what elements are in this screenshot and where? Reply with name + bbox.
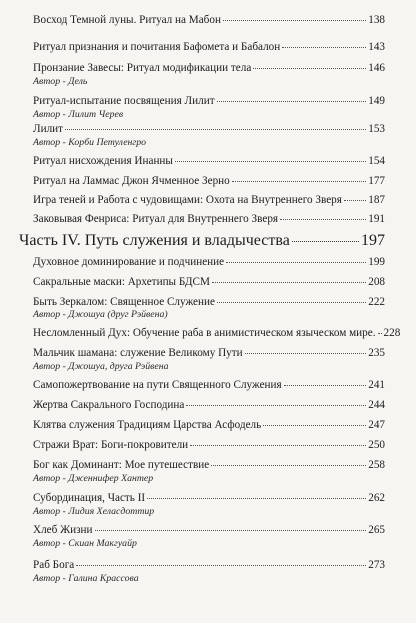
- page-number: 265: [368, 524, 385, 536]
- page-number: 235: [368, 347, 385, 359]
- toc-entry-title: Хлеб Жизни: [33, 524, 93, 536]
- dot-leader: [344, 200, 366, 201]
- dot-leader: [76, 565, 366, 566]
- toc-entry: [33, 492, 385, 505]
- toc-entry-title: Мальчик шамана: служение Великому Пути: [33, 347, 243, 359]
- toc-entry-author: Автор - Джошуа (друг Рэйвена): [33, 309, 168, 320]
- toc-entry-title: Субординация, Часть II: [33, 492, 146, 504]
- toc-entry-author: Автор - Дель: [33, 76, 88, 87]
- page-number: 262: [368, 492, 385, 504]
- toc-entry-author: Автор - Скиан Макгуайр: [33, 538, 137, 549]
- page-number: 247: [368, 419, 385, 431]
- toc-entry: [33, 175, 385, 188]
- toc-entry-title: Бог как Доминант: Мое путешествие: [33, 459, 210, 471]
- toc-entry: [33, 213, 385, 226]
- dot-leader: [211, 465, 366, 466]
- page-number: 154: [368, 155, 385, 167]
- dot-leader: [245, 353, 367, 354]
- toc-entry: [33, 95, 385, 108]
- toc-entry: [33, 123, 385, 136]
- dot-leader: [147, 498, 366, 499]
- page-number: 208: [368, 276, 385, 288]
- toc-entry: [33, 399, 385, 412]
- page-number: 191: [368, 213, 385, 225]
- page-number: 273: [368, 559, 385, 571]
- page-number: 244: [368, 399, 385, 411]
- dot-leader: [217, 101, 367, 102]
- toc-entry: [33, 41, 385, 54]
- toc-entry: [33, 379, 385, 392]
- page-number: 241: [368, 379, 385, 391]
- dot-leader: [284, 385, 367, 386]
- toc-entry: [33, 327, 401, 340]
- toc-entry-author: Автор - Лидия Хеласдоттир: [33, 506, 155, 517]
- toc-entry-title: Стражи Врат: Боги-покровители: [33, 439, 189, 451]
- toc-entry-title: Восход Темной луны. Ритуал на Мабон: [33, 14, 221, 26]
- toc-entry: [33, 559, 385, 572]
- dot-leader: [280, 219, 366, 220]
- toc-entry-author: Автор - Дженнифер Хантер: [33, 473, 154, 484]
- dot-leader: [186, 405, 366, 406]
- toc-entry-title: Ритуал-испытание посвящения Лилит: [33, 95, 215, 107]
- toc-entry-author: Автор - Галина Крассова: [33, 573, 139, 584]
- toc-entry: [33, 276, 385, 289]
- page-number: 197: [361, 232, 385, 249]
- toc-entry-title: Лилит: [33, 123, 64, 135]
- toc-entry-title: Раб Бога: [33, 559, 75, 571]
- page-number: 222: [368, 296, 385, 308]
- toc-entry: [33, 256, 385, 269]
- dot-leader: [65, 129, 366, 130]
- dot-leader: [95, 530, 367, 531]
- toc-entry-author: Автор - Лилит Черев: [33, 109, 124, 120]
- dot-leader: [190, 445, 366, 446]
- toc-entry-title: Сакральные маски: Архетипы БДСМ: [33, 276, 210, 288]
- toc-entry-title: Игра теней и Работа с чудовищами: Охота на Внутреннего Зверя: [33, 194, 342, 206]
- dot-leader: [292, 241, 359, 242]
- dot-leader: [175, 161, 366, 162]
- dot-leader: [223, 20, 366, 21]
- toc-entry-title: Духовное доминирование и подчинение: [33, 256, 225, 268]
- toc-entry-title: Ритуал на Ламмас Джон Ячменное Зерно: [33, 175, 230, 187]
- toc-entry-title: Клятва служения Традициям Царства Асфодель: [33, 419, 262, 431]
- toc-entry: [33, 62, 385, 75]
- page-number: 153: [368, 123, 385, 135]
- dot-leader: [282, 47, 366, 48]
- toc-entry-title: Ритуал нисхождения Инанны: [33, 155, 173, 167]
- toc-entry-title: Жертва Сакрального Господина: [33, 399, 185, 411]
- page-number: 146: [368, 62, 385, 74]
- toc-entry: [33, 419, 385, 432]
- dot-leader: [217, 302, 366, 303]
- toc-entry: [33, 14, 385, 27]
- toc-entry: [33, 194, 385, 207]
- toc-entry: [33, 524, 385, 537]
- dot-leader: [232, 181, 366, 182]
- toc-entry: [33, 155, 385, 168]
- toc-entry-author: Автор - Джошуа, друга Рэйвена: [33, 361, 169, 372]
- page-number: 250: [368, 439, 385, 451]
- page-number: 199: [368, 256, 385, 268]
- dot-leader: [263, 425, 366, 426]
- toc-entry: [33, 459, 385, 472]
- page-number: 258: [368, 459, 385, 471]
- page-number: 187: [368, 194, 385, 206]
- dot-leader: [212, 282, 366, 283]
- dot-leader: [253, 68, 366, 69]
- page-number: 138: [368, 14, 385, 26]
- toc-entry-title: Самопожертвование на пути Священного Служения: [33, 379, 282, 391]
- toc-entry-author: Автор - Корби Петуленгро: [33, 137, 147, 148]
- page-number: 228: [383, 327, 401, 339]
- page-number: 143: [368, 41, 385, 53]
- toc-entry-title: Быть Зеркалом: Священное Служение: [33, 296, 215, 308]
- toc-entry-title: Ритуал признания и почитания Бафомета и Бабалон: [33, 41, 281, 53]
- toc-entry-title: Несломленный Дух: Обучение раба в анимистическом языческом мире.: [33, 327, 376, 339]
- toc-entry: [33, 347, 385, 360]
- page-number: 149: [368, 95, 385, 107]
- toc-entry-title: Пронзание Завесы: Ритуал модификации тела: [33, 62, 252, 74]
- toc-entry-title: Заковывая Фенриса: Ритуал для Внутреннего Зверя: [33, 213, 279, 225]
- toc-entry-title: Часть IV. Путь служения и владычества: [19, 232, 290, 249]
- dot-leader: [378, 333, 382, 334]
- toc-entry: [33, 439, 385, 452]
- toc-entry: [33, 296, 385, 309]
- dot-leader: [226, 262, 366, 263]
- page-number: 177: [368, 175, 385, 187]
- section-heading: [19, 232, 385, 250]
